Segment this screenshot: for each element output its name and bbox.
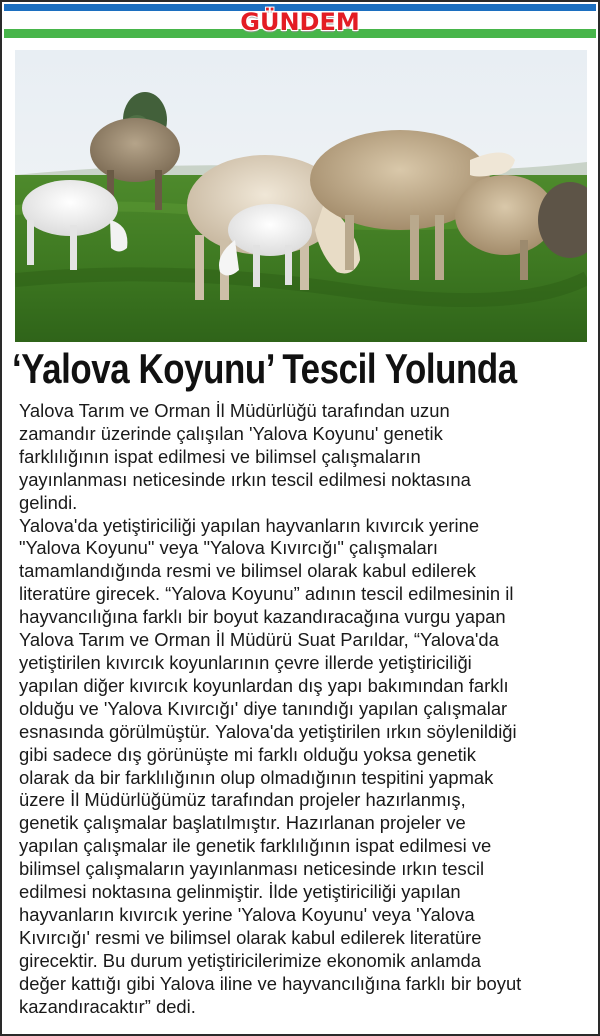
article-line: hayvancılığına farklı bir boyut kazandıracağına vurgu yapan — [19, 606, 506, 628]
section-label: GÜNDEM — [240, 8, 360, 36]
article-line: yetiştirilen kıvırcık koyunlarının çevre illerde yetiştiriciliği — [19, 651, 472, 673]
article-line: hayvanların kıvırcık yerine 'Yalova Koyunu' veya 'Yalova — [19, 903, 475, 925]
article-line: yayınlanması neticesinde ırkın tescil edilmesi noktasına — [19, 468, 471, 490]
section-banner — [2, 2, 598, 42]
article-line: literatüre girecek. “Yalova Koyunu” adının tescil edilmesinin il — [19, 583, 514, 605]
article-line: girecektir. Bu durum yetiştiricilerimize ekonomik anlamda — [19, 949, 481, 971]
article-line: Yalova Tarım ve Orman İl Müdürü Suat Parıldar, “Yalova'da — [19, 629, 499, 651]
article-body — [19, 400, 594, 1018]
article-line: değer kattığı gibi Yalova iline ve hayvancılığına farklı bir boyut — [19, 972, 522, 994]
article-line: zamandır üzerinde çalışılan 'Yalova Koyunu' genetik — [19, 422, 443, 444]
article-line: yapılan çalışmalar ile genetik farklılığının ispat edilmesi ve — [19, 835, 492, 857]
article-line: "Yalova Koyunu" veya "Yalova Kıvırcığı" çalışmaları — [19, 537, 438, 559]
article-line: tamamlandığında resmi ve bilimsel olarak kabul edilerek — [19, 560, 476, 582]
article-line: Kıvırcığı' resmi ve bilimsel olarak kabul edilerek literatüre — [19, 926, 482, 948]
article-line: bilimsel çalışmaların yayınlanması neticesinde ırkın tescil — [19, 858, 485, 880]
article-line: olarak da bir farklılığının olup olmadığının tespitini yapmak — [19, 766, 494, 788]
article-headline: ‘Yalova Koyunu’ Tescil Yolunda — [12, 345, 517, 392]
sheep-flock-photo — [15, 50, 587, 342]
article-line: üzere İl Müdürlüğümüz tarafından projeler hazırlanmış, — [19, 789, 466, 811]
article-line: yapılan diğer kıvırcık koyunlardan dış yapı bakımından farklı — [19, 674, 509, 696]
article-line: kazandıracaktır” dedi. — [19, 995, 196, 1017]
article-line: gelindi. — [19, 491, 78, 513]
article-line: Yalova Tarım ve Orman İl Müdürlüğü tarafından uzun — [19, 400, 450, 421]
article-line: farklılığının ispat edilmesi ve bilimsel çalışmaların — [19, 445, 421, 467]
article-line: gibi sadece dış görünüşte mi farklı olduğu yoksa genetik — [19, 743, 476, 765]
article-line: edilmesi noktasına gelinmiştir. İlde yetiştiriciliği yapılan — [19, 881, 461, 903]
article-line: esnasında görülmüştür. Yalova'da yetiştirilen ırkın söylenildiği — [19, 720, 517, 742]
article-line: Yalova'da yetiştiriciliği yapılan hayvanların kıvırcık yerine — [19, 514, 480, 536]
article-line: olduğu ve 'Yalova Kıvırcığı' diye tanındığı yapılan çalışmalar — [19, 697, 508, 719]
article-line: genetik çalışmalar başlatılmıştır. Hazırlanan projeler ve — [19, 812, 466, 834]
